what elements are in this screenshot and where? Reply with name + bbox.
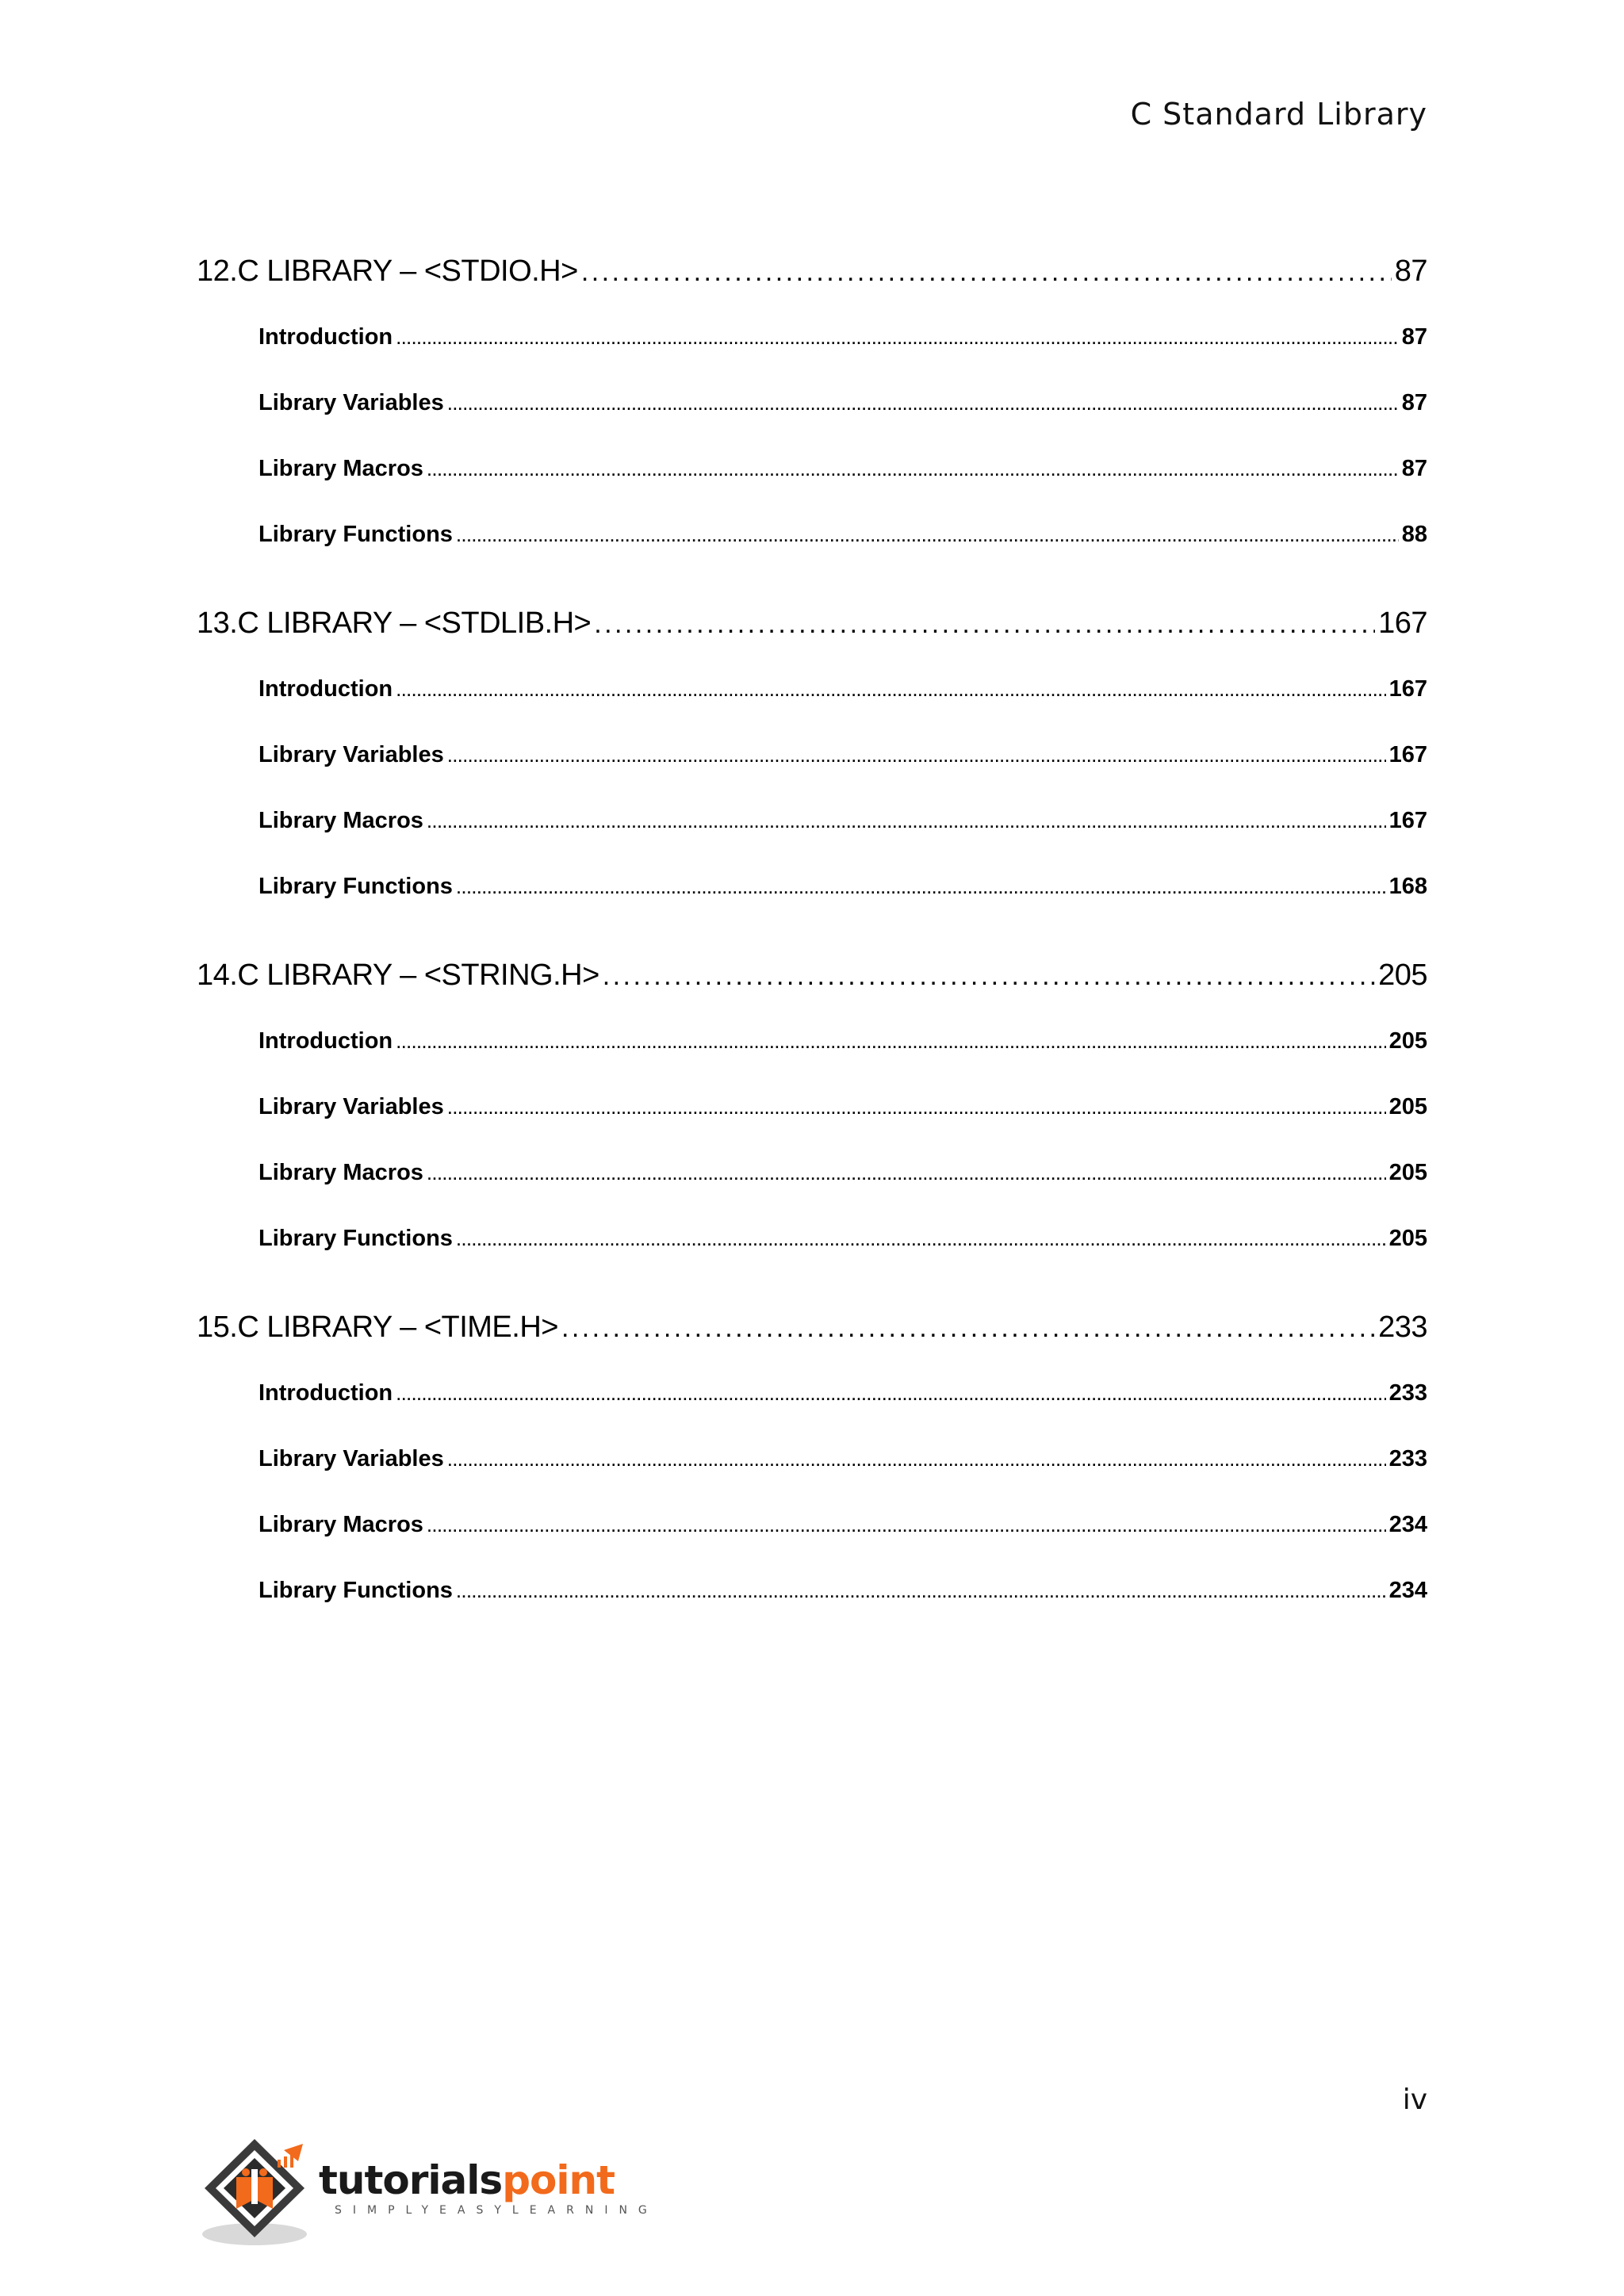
chapter-page: 87	[1394, 254, 1427, 288]
table-of-contents	[197, 238, 1427, 1624]
toc-section-link[interactable]	[197, 502, 1427, 568]
chapter-number: 15.	[197, 1311, 238, 1344]
toc-chapter-14	[197, 942, 1427, 1272]
section-title: Introduction	[259, 676, 393, 702]
section-page: 234	[1388, 1512, 1427, 1537]
running-header: C Standard Library	[1130, 97, 1427, 132]
dot-leader	[396, 304, 1399, 370]
toc-section-link[interactable]	[197, 1360, 1427, 1426]
dot-leader	[447, 722, 1386, 788]
tutorialspoint-logo	[195, 2133, 658, 2252]
toc-section-link[interactable]	[197, 1008, 1427, 1074]
section-page: 87	[1401, 456, 1427, 481]
logo-word-tutorials: tutorials	[319, 2157, 503, 2203]
section-page: 167	[1388, 808, 1427, 833]
toc-chapter-link[interactable]	[197, 590, 1427, 656]
section-title: Library Macros	[259, 1160, 423, 1185]
section-title: Introduction	[259, 1028, 393, 1054]
dot-leader	[581, 239, 1392, 305]
chapter-number: 13.	[197, 607, 238, 640]
section-page: 205	[1388, 1094, 1427, 1119]
dot-leader	[427, 1492, 1386, 1558]
section-title: Library Functions	[259, 1226, 453, 1251]
section-title: Library Macros	[259, 1512, 423, 1537]
toc-chapter-13	[197, 590, 1427, 920]
chapter-page: 233	[1378, 1311, 1427, 1344]
toc-section-link[interactable]	[197, 1558, 1427, 1624]
toc-section-link[interactable]	[197, 1426, 1427, 1492]
chapter-page: 167	[1378, 607, 1427, 640]
dot-leader	[456, 854, 1386, 920]
toc-section-link[interactable]	[197, 656, 1427, 722]
toc-chapter-link[interactable]	[197, 942, 1427, 1008]
toc-section-link[interactable]	[197, 1492, 1427, 1558]
toc-section-link[interactable]	[197, 1140, 1427, 1206]
toc-chapter-link[interactable]	[197, 238, 1427, 304]
section-title: Introduction	[259, 324, 393, 350]
tutorialspoint-logo-icon	[195, 2133, 314, 2252]
logo-wordmark	[319, 2158, 658, 2217]
logo-word-point: point	[502, 2157, 615, 2203]
section-title: Library Variables	[259, 390, 444, 415]
dot-leader	[427, 1140, 1386, 1206]
chapter-title: C LIBRARY – <STRING.H>	[237, 959, 599, 992]
dot-leader	[561, 1295, 1375, 1361]
dot-leader	[456, 1558, 1386, 1624]
logo-tagline: SIMPLYEASYLEARNING	[335, 2204, 658, 2217]
section-page: 167	[1388, 742, 1427, 767]
toc-section-link[interactable]	[197, 722, 1427, 788]
section-page: 87	[1401, 390, 1427, 415]
toc-section-link[interactable]	[197, 1074, 1427, 1140]
dot-leader	[396, 656, 1385, 722]
section-page: 233	[1388, 1380, 1427, 1406]
chapter-title: C LIBRARY – <STDLIB.H>	[237, 607, 592, 640]
toc-section-link[interactable]	[197, 436, 1427, 502]
dot-leader	[456, 1206, 1386, 1272]
section-title: Library Variables	[259, 1094, 444, 1119]
page-number: iv	[1402, 2084, 1427, 2116]
toc-section-link[interactable]	[197, 370, 1427, 436]
section-page: 205	[1388, 1028, 1427, 1054]
section-title: Library Variables	[259, 742, 444, 767]
dot-leader	[447, 1074, 1386, 1140]
section-title: Library Functions	[259, 874, 453, 899]
chapter-title: C LIBRARY – <STDIO.H>	[237, 254, 578, 288]
dot-leader	[603, 943, 1375, 1009]
chapter-number: 12.	[197, 254, 238, 288]
section-page: 88	[1401, 522, 1427, 547]
chapter-page: 205	[1378, 959, 1427, 992]
section-title: Library Functions	[259, 522, 453, 547]
section-page: 205	[1388, 1226, 1427, 1251]
toc-chapter-15	[197, 1294, 1427, 1624]
toc-section-link[interactable]	[197, 788, 1427, 854]
toc-chapter-12	[197, 238, 1427, 568]
toc-section-link[interactable]	[197, 854, 1427, 920]
section-page: 233	[1388, 1446, 1427, 1471]
section-title: Library Macros	[259, 808, 423, 833]
section-page: 87	[1401, 324, 1427, 350]
dot-leader	[396, 1008, 1385, 1074]
dot-leader	[396, 1360, 1385, 1426]
section-title: Library Macros	[259, 456, 423, 481]
section-page: 167	[1388, 676, 1427, 702]
section-title: Library Variables	[259, 1446, 444, 1471]
toc-section-link[interactable]	[197, 304, 1427, 370]
section-page: 168	[1388, 874, 1427, 899]
dot-leader	[427, 788, 1386, 854]
dot-leader	[447, 370, 1399, 436]
dot-leader	[456, 502, 1399, 568]
chapter-title: C LIBRARY – <TIME.H>	[237, 1311, 558, 1344]
chapter-number: 14.	[197, 959, 238, 992]
section-title: Introduction	[259, 1380, 393, 1406]
dot-leader	[594, 591, 1375, 657]
dot-leader	[427, 436, 1399, 502]
toc-chapter-link[interactable]	[197, 1294, 1427, 1360]
section-title: Library Functions	[259, 1578, 453, 1603]
dot-leader	[447, 1426, 1386, 1492]
toc-section-link[interactable]	[197, 1206, 1427, 1272]
section-page: 205	[1388, 1160, 1427, 1185]
section-page: 234	[1388, 1578, 1427, 1603]
